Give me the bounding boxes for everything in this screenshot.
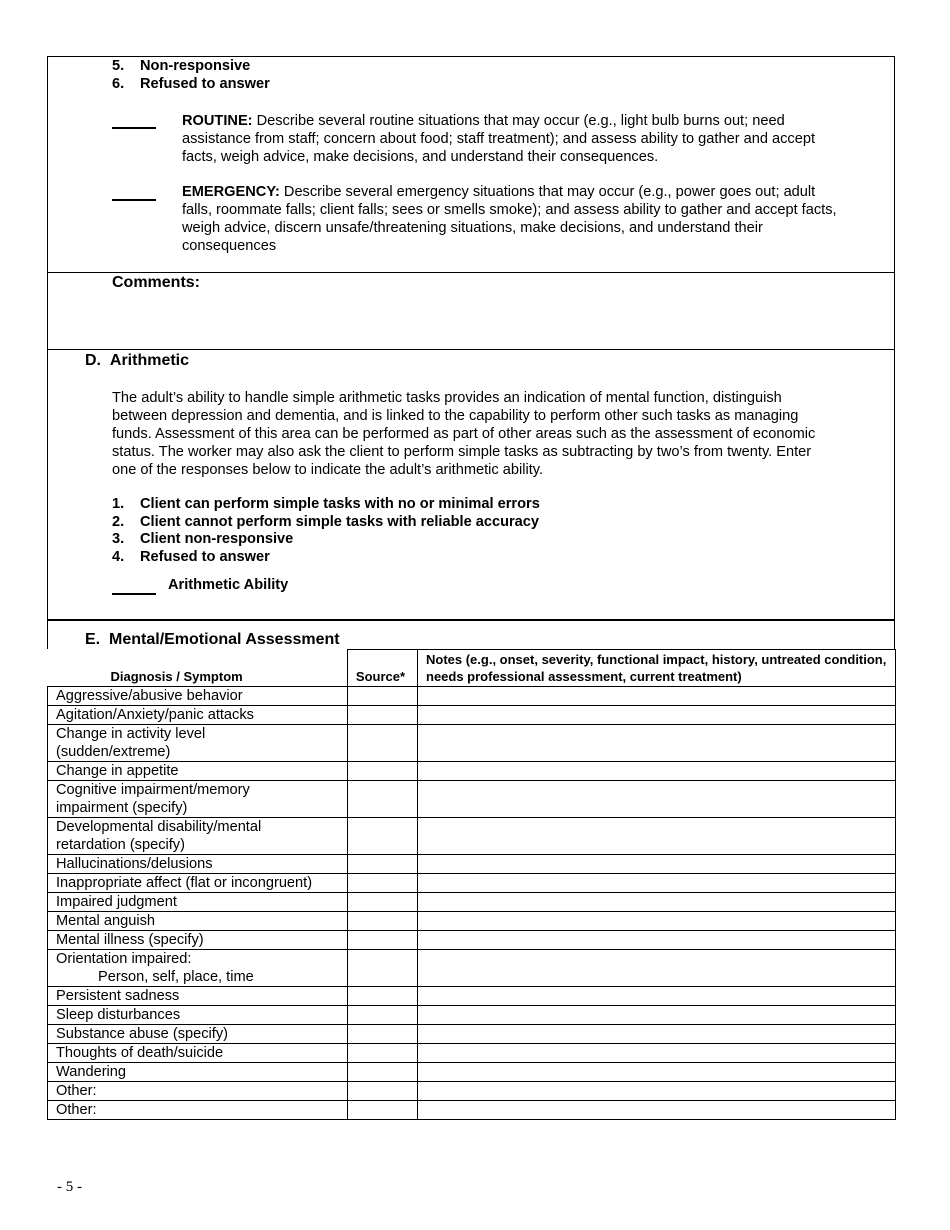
diagnosis-label: Mental anguish	[56, 913, 155, 929]
diagnosis-label: Developmental disability/mental	[56, 819, 262, 835]
source-cell[interactable]	[348, 1006, 418, 1025]
page-number: - 5 -	[57, 1179, 82, 1195]
source-cell[interactable]	[348, 1082, 418, 1101]
diagnosis-cell	[48, 931, 348, 950]
table-row	[48, 818, 896, 855]
mental-assessment-table	[47, 649, 896, 1120]
form-page	[47, 56, 895, 1120]
source-cell[interactable]	[348, 1044, 418, 1063]
diagnosis-label: Change in activity level	[56, 726, 206, 742]
table-row	[48, 931, 896, 950]
mental-table-body	[48, 687, 896, 1120]
notes-cell[interactable]	[418, 1006, 896, 1025]
source-cell[interactable]	[348, 855, 418, 874]
arithmetic-section	[47, 349, 895, 619]
diagnosis-label: Inappropriate affect (flat or incongruent)	[56, 875, 313, 891]
diagnosis-label: Thoughts of death/suicide	[56, 1045, 224, 1061]
source-cell[interactable]	[348, 912, 418, 931]
diagnosis-label: Change in appetite	[56, 763, 179, 779]
notes-cell[interactable]	[418, 818, 896, 855]
diagnosis-cell	[48, 987, 348, 1006]
diagnosis-cell	[48, 912, 348, 931]
diagnosis-cell	[48, 1101, 348, 1120]
table-row	[48, 762, 896, 781]
diagnosis-label: Sleep disturbances	[56, 1007, 181, 1023]
comments-label: Comments:	[112, 274, 201, 291]
notes-header: Notes (e.g., onset, severity, functional impact, history, untreated condition, needs professional assessment, current treatment)	[418, 650, 896, 687]
source-cell[interactable]	[348, 1025, 418, 1044]
arithmetic-ability-label: Arithmetic Ability	[168, 577, 289, 593]
source-cell[interactable]	[348, 950, 418, 987]
list-item: 2. Client cannot perform simple tasks with reliable accuracy	[112, 514, 540, 530]
table-row	[48, 950, 896, 987]
notes-cell[interactable]	[418, 762, 896, 781]
table-row	[48, 1063, 896, 1082]
diagnosis-label-line2: retardation (specify)	[56, 837, 185, 853]
list-item: 3. Client non-responsive	[112, 531, 294, 547]
comments-section[interactable]	[47, 272, 895, 349]
table-row	[48, 781, 896, 818]
emergency-description: EMERGENCY: Describe several emergency situations that may occur (e.g., power goes out; adult falls, roommate falls; client falls; sees or smells smoke); and assess ability to gather and accept facts, weigh advice, discern unsafe/threatening situations, make decisions, and understand their consequences	[182, 184, 837, 254]
diagnosis-label: Orientation impaired:	[56, 951, 192, 967]
emergency-score-blank[interactable]	[112, 199, 156, 201]
table-row	[48, 855, 896, 874]
table-row	[48, 1025, 896, 1044]
diagnosis-cell	[48, 1063, 348, 1082]
mental-heading: E. Mental/Emotional Assessment	[85, 631, 340, 648]
arithmetic-heading: D. Arithmetic	[85, 352, 190, 369]
diagnosis-cell	[48, 950, 348, 987]
list-item: 5. Non-responsive	[112, 58, 251, 74]
diagnosis-cell	[48, 893, 348, 912]
source-cell[interactable]	[348, 1063, 418, 1082]
notes-cell[interactable]	[418, 1101, 896, 1120]
table-row	[48, 706, 896, 725]
diagnosis-label: Aggressive/abusive behavior	[56, 688, 243, 704]
diagnosis-label: Mental illness (specify)	[56, 932, 204, 948]
notes-cell[interactable]	[418, 687, 896, 706]
table-row	[48, 912, 896, 931]
notes-cell[interactable]	[418, 987, 896, 1006]
list-item: 6. Refused to answer	[112, 76, 270, 92]
source-cell[interactable]	[348, 1101, 418, 1120]
diagnosis-label: Other:	[56, 1102, 97, 1118]
diagnosis-cell	[48, 762, 348, 781]
source-cell[interactable]	[348, 987, 418, 1006]
source-cell[interactable]	[348, 931, 418, 950]
routine-description: ROUTINE: Describe several routine situations that may occur (e.g., light bulb burns out; need assistance from staff; concern about food; staff treatment); and assess ability to gather and accept facts, weigh advice, make decisions, and understand their consequences.	[182, 113, 816, 165]
notes-cell[interactable]	[418, 781, 896, 818]
diagnosis-label-line2: (sudden/extreme)	[56, 744, 171, 760]
diagnosis-label: Impaired judgment	[56, 894, 177, 910]
diagnosis-header: Diagnosis / Symptom	[48, 650, 348, 687]
table-row	[48, 1082, 896, 1101]
diagnosis-cell	[48, 818, 348, 855]
arithmetic-paragraph: The adult’s ability to handle simple arithmetic tasks provides an indication of mental function, distinguish between depression and dementia, and is linked to the capability to perform other such tasks as managing funds. Assessment of this area can be performed as part of other areas such as the assessment of economic status. The worker may also ask the client to perform simple tasks as subtracting by two’s from twenty. Enter one of the responses below to indicate the adult’s arithmetic ability.	[112, 390, 816, 478]
notes-cell[interactable]	[418, 706, 896, 725]
notes-cell[interactable]	[418, 950, 896, 987]
table-row	[48, 1101, 896, 1120]
source-cell[interactable]	[348, 725, 418, 762]
diagnosis-cell	[48, 1082, 348, 1101]
table-row	[48, 1006, 896, 1025]
diagnosis-cell	[48, 781, 348, 818]
notes-cell[interactable]	[418, 912, 896, 931]
diagnosis-label: Cognitive impairment/memory	[56, 782, 250, 798]
diagnosis-label: Persistent sadness	[56, 988, 180, 1004]
notes-cell[interactable]	[418, 1063, 896, 1082]
notes-cell[interactable]	[418, 1025, 896, 1044]
arithmetic-ability-blank[interactable]	[112, 593, 156, 595]
diagnosis-cell	[48, 687, 348, 706]
list-item: 4. Refused to answer	[112, 549, 270, 565]
source-cell[interactable]	[348, 762, 418, 781]
diagnosis-label-line2: impairment (specify)	[56, 800, 188, 816]
notes-cell[interactable]	[418, 855, 896, 874]
table-row	[48, 987, 896, 1006]
table-row	[48, 893, 896, 912]
table-row	[48, 874, 896, 893]
table-row	[48, 687, 896, 706]
diagnosis-label: Wandering	[56, 1064, 127, 1080]
diagnosis-cell	[48, 855, 348, 874]
diagnosis-label: Agitation/Anxiety/panic attacks	[56, 707, 254, 723]
diagnosis-label: Hallucinations/delusions	[56, 856, 213, 872]
decision-making-section	[47, 56, 895, 272]
diagnosis-cell	[48, 1025, 348, 1044]
diagnosis-cell	[48, 706, 348, 725]
source-cell[interactable]	[348, 706, 418, 725]
diagnosis-cell	[48, 1044, 348, 1063]
notes-cell[interactable]	[418, 1044, 896, 1063]
diagnosis-label-line2: Person, self, place, time	[98, 969, 254, 985]
notes-cell[interactable]	[418, 725, 896, 762]
source-cell[interactable]	[348, 818, 418, 855]
mental-emotional-section	[47, 619, 895, 1120]
table-row	[48, 725, 896, 762]
mental-heading-row	[47, 620, 895, 649]
list-item: 1. Client can perform simple tasks with no or minimal errors	[112, 496, 540, 512]
notes-cell[interactable]	[418, 931, 896, 950]
notes-cell[interactable]	[418, 1082, 896, 1101]
notes-cell[interactable]	[418, 874, 896, 893]
routine-score-blank[interactable]	[112, 127, 156, 129]
source-cell[interactable]	[348, 893, 418, 912]
source-cell[interactable]	[348, 687, 418, 706]
source-cell[interactable]	[348, 874, 418, 893]
diagnosis-label: Substance abuse (specify)	[56, 1026, 228, 1042]
table-header-row	[48, 650, 896, 687]
notes-cell[interactable]	[418, 893, 896, 912]
table-row	[48, 1044, 896, 1063]
diagnosis-label: Other:	[56, 1083, 97, 1099]
source-cell[interactable]	[348, 781, 418, 818]
diagnosis-cell	[48, 725, 348, 762]
diagnosis-cell	[48, 874, 348, 893]
source-header: Source*	[348, 650, 418, 687]
diagnosis-cell	[48, 1006, 348, 1025]
